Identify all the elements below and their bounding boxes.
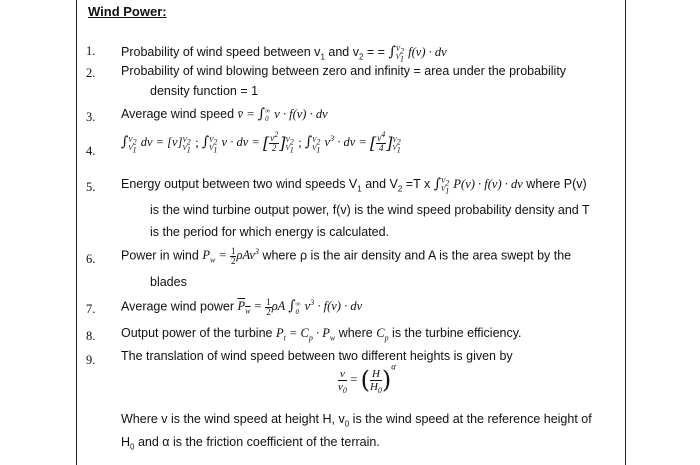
item-6-line1: Power in wind $P_w$ = $\frac{1}{2}$ ρAv$^3$ where ρ is the air density and A is the area swept by the xyxy=(121,246,572,266)
page-title: Wind Power: xyxy=(88,4,167,19)
item-number: 6. xyxy=(86,252,96,266)
item-number: 1. xyxy=(86,44,96,58)
item-2-line2: density function = 1 xyxy=(150,84,259,98)
item-number: 8. xyxy=(86,329,96,343)
item-3-text: Average wind speed v̄ = ∫∞ 0 v · f(v) · dv xyxy=(121,106,328,124)
item-number: 2. xyxy=(86,66,96,80)
item-5-line2: is the wind turbine output power, f(v) is the wind speed probability density and T xyxy=(150,203,590,217)
item-8-text: Output power of the turbine $P_t = C_p \cdot P_w$ where $C_p$ is the turbine efficiency. xyxy=(121,326,522,343)
item-7-text: Average wind power $P_w$ = $\frac{1}{2}$ ρA ∫∞ 0 $v^3 \cdot f(v)$ · dv xyxy=(121,297,363,317)
item-number: 9. xyxy=(86,353,96,367)
item-9-line4: $H_0$ and α is the friction coefficient of the terrain. xyxy=(121,435,380,452)
item-9-line3: Where v is the wind speed at height H, $v_0$ is the wind speed at the reference height of xyxy=(121,412,592,429)
item-6-line2: blades xyxy=(150,275,187,289)
item-5-line3: is the period for which energy is calculated. xyxy=(150,225,390,239)
item-5-line1: Energy output between two wind speeds $V_1$ and $V_2 =T$ x $\int V_2$ $V_1$ P(v) · f(v) · dv where P(v) xyxy=(121,176,587,196)
item-number: 5. xyxy=(86,180,96,194)
item-number: 7. xyxy=(86,302,96,316)
item-number: 3. xyxy=(86,110,96,124)
item-9-formula: $\frac{v}{v_0}$ = ( $\frac{H}{H_0}$ )$^\alpha$ xyxy=(338,361,396,395)
item-number: 4. xyxy=(86,144,96,158)
item-1-text: Probability of wind speed between $v_1$ and $v_2$ = = $\int V_2$ $V_1$ f(v) · dv xyxy=(121,44,447,64)
item-2-line1: Probability of wind blowing between zero and infinity = area under the probability xyxy=(121,64,567,78)
item-4-formulas: $\int V_2$ $V_1$ dv = $[v]V_2$ $V_1$ ; $\int V_2$ $V_1$ v · dv = [ $\frac{v^2}{2}$ ]$V_2$ $V_1$ ; $\int V_2$ $V_1$ $v^3$ · dv = [ $\frac{v^4}{4}$ ]$V_2$ $V_1$ xyxy=(121,130,401,154)
item-9-line1: The translation of wind speed between two different heights is given by xyxy=(121,349,513,363)
